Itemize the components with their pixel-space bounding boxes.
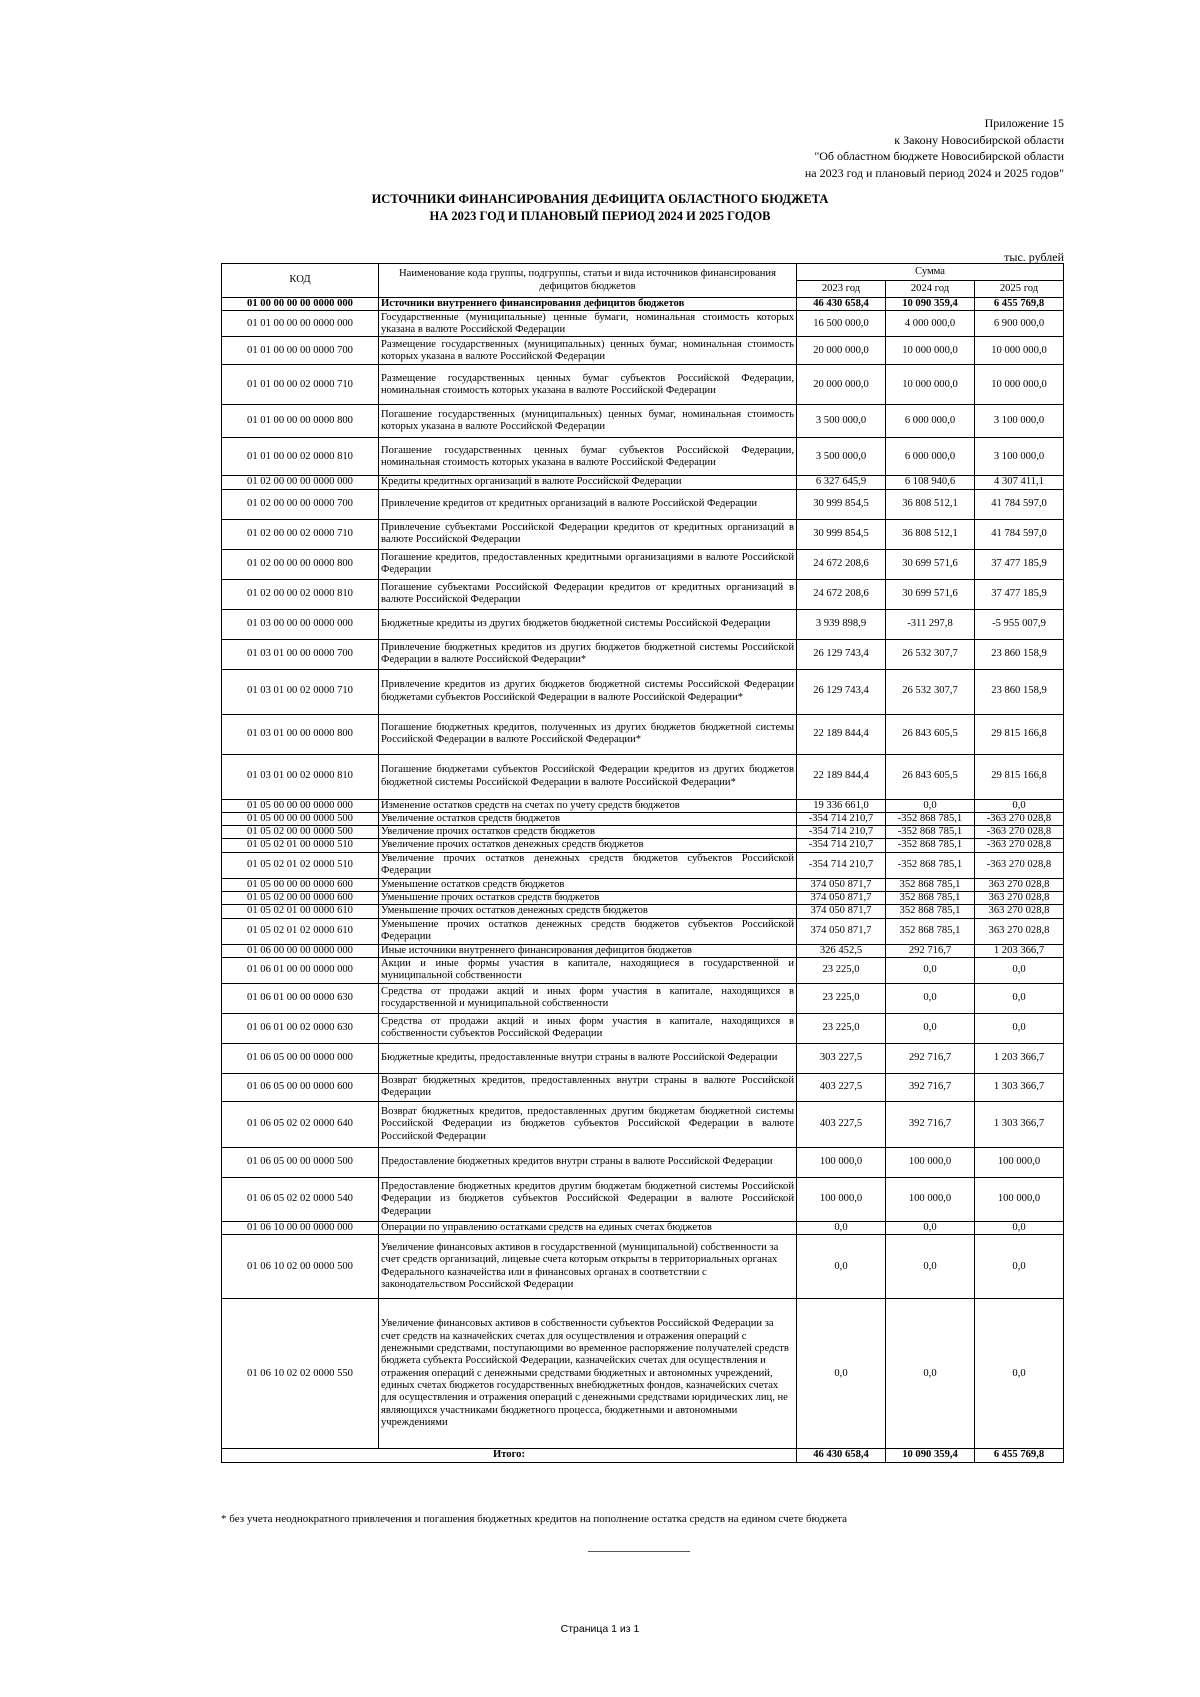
- row-value-2024: 6 000 000,0: [886, 405, 975, 438]
- row-name: Увеличение финансовых активов в собственности субъектов Российской Федерации за счет средств на казначейских счетах для осуществления и отражения операций с денежными средствами, поступающими во временное распоряжение получателей средств бюджета субъекта Российской Федерации, казначейских счетах для осуществления и отражения операций с денежными средствами бюджетных и автономных учреждений, единых счетах бюджетов государственных внебюджетных фондов, казначейских счетах для осуществления и отражения операций с денежными средствами юридических лиц, не являющихся участниками бюджетного процесса, бюджетными и автономными учреждениями: [379, 1299, 797, 1449]
- row-value-2025: 10 000 000,0: [975, 365, 1064, 405]
- total-2024: 10 090 359,4: [886, 1449, 975, 1462]
- row-value-2025: 1 303 366,7: [975, 1073, 1064, 1101]
- row-code: 01 06 10 02 00 0000 500: [222, 1235, 379, 1299]
- row-value-2025: 6 900 000,0: [975, 311, 1064, 337]
- row-value-2025: -363 270 028,8: [975, 826, 1064, 839]
- table-row: [222, 549, 1064, 579]
- row-value-2023: 100 000,0: [797, 1147, 886, 1177]
- row-value-2025: 3 100 000,0: [975, 405, 1064, 438]
- table-row: [222, 852, 1064, 878]
- row-value-2024: 36 808 512,1: [886, 519, 975, 549]
- row-code: 01 01 00 00 00 0000 700: [222, 337, 379, 365]
- row-value-2023: 22 189 844,4: [797, 714, 886, 754]
- row-code: 01 03 01 00 02 0000 710: [222, 669, 379, 714]
- row-code: 01 06 10 02 02 0000 550: [222, 1299, 379, 1449]
- row-value-2023: 23 225,0: [797, 1013, 886, 1043]
- row-name: Изменение остатков средств на счетах по учету средств бюджетов: [379, 799, 797, 812]
- row-value-2023: 3 939 898,9: [797, 609, 886, 639]
- row-value-2024: 292 716,7: [886, 944, 975, 957]
- row-value-2025: 363 270 028,8: [975, 918, 1064, 944]
- row-value-2023: 30 999 854,5: [797, 519, 886, 549]
- row-code: 01 02 00 00 02 0000 810: [222, 579, 379, 609]
- row-name: Уменьшение прочих остатков средств бюджетов: [379, 892, 797, 905]
- table-row: [222, 669, 1064, 714]
- row-code: 01 06 01 00 02 0000 630: [222, 1013, 379, 1043]
- total-label: Итого:: [222, 1449, 797, 1462]
- row-code: 01 06 10 00 00 0000 000: [222, 1221, 379, 1234]
- row-value-2024: 26 843 605,5: [886, 754, 975, 799]
- row-code: 01 05 00 00 00 0000 000: [222, 799, 379, 812]
- row-name: Погашение государственных ценных бумаг субъектов Российской Федерации, номинальная стоимость которых указана в валюте Российской Федерации: [379, 438, 797, 476]
- row-value-2025: 29 815 166,8: [975, 714, 1064, 754]
- row-code: 01 06 05 02 02 0000 540: [222, 1177, 379, 1221]
- table-row: [222, 579, 1064, 609]
- row-value-2023: 3 500 000,0: [797, 438, 886, 476]
- row-value-2024: 30 699 571,6: [886, 579, 975, 609]
- row-value-2025: 6 455 769,8: [975, 298, 1064, 311]
- row-name: Государственные (муниципальные) ценные бумаги, номинальная стоимость которых указана в валюте Российской Федерации: [379, 311, 797, 337]
- row-value-2025: 23 860 158,9: [975, 669, 1064, 714]
- row-name: Размещение государственных (муниципальных) ценных бумаг, номинальная стоимость которых указана в валюте Российской Федерации: [379, 337, 797, 365]
- row-value-2023: 100 000,0: [797, 1177, 886, 1221]
- row-value-2024: -352 868 785,1: [886, 812, 975, 825]
- row-value-2024: 0,0: [886, 1013, 975, 1043]
- table-row: [222, 918, 1064, 944]
- row-value-2023: 20 000 000,0: [797, 365, 886, 405]
- row-name: Возврат бюджетных кредитов, предоставленных другим бюджетам бюджетной системы Российской Федерации из бюджетов субъектов Российской Федерации в валюте Российской Федерации: [379, 1101, 797, 1147]
- row-value-2025: 0,0: [975, 1235, 1064, 1299]
- divider-line: [588, 1551, 690, 1552]
- row-value-2024: 100 000,0: [886, 1177, 975, 1221]
- row-code: 01 03 01 00 00 0000 800: [222, 714, 379, 754]
- row-value-2025: 4 307 411,1: [975, 476, 1064, 489]
- row-code: 01 05 02 00 00 0000 600: [222, 892, 379, 905]
- row-value-2023: 26 129 743,4: [797, 669, 886, 714]
- row-value-2023: 46 430 658,4: [797, 298, 886, 311]
- table-row: [222, 878, 1064, 891]
- row-code: 01 05 02 01 02 0000 610: [222, 918, 379, 944]
- table-row: [222, 311, 1064, 337]
- row-value-2024: 292 716,7: [886, 1043, 975, 1073]
- row-name: Привлечение кредитов от кредитных организаций в валюте Российской Федерации: [379, 489, 797, 519]
- row-code: 01 01 00 00 02 0000 710: [222, 365, 379, 405]
- total-row: [222, 1449, 1064, 1462]
- row-value-2024: 36 808 512,1: [886, 489, 975, 519]
- row-name: Средства от продажи акций и иных форм участия в капитале, находящихся в государственной и муниципальной собственности: [379, 983, 797, 1013]
- table-row: [222, 826, 1064, 839]
- row-value-2023: 30 999 854,5: [797, 489, 886, 519]
- row-code: 01 05 02 01 02 0000 510: [222, 852, 379, 878]
- table-row: [222, 1299, 1064, 1449]
- row-name: Возврат бюджетных кредитов, предоставленных внутри страны в валюте Российской Федерации: [379, 1073, 797, 1101]
- header-year-2025: 2025 год: [975, 281, 1064, 298]
- row-name: Увеличение остатков средств бюджетов: [379, 812, 797, 825]
- row-value-2025: 0,0: [975, 957, 1064, 983]
- row-value-2025: 100 000,0: [975, 1177, 1064, 1221]
- row-value-2023: 0,0: [797, 1235, 886, 1299]
- row-name: Средства от продажи акций и иных форм участия в капитале, находящихся в собственности субъектов Российской Федерации: [379, 1013, 797, 1043]
- header-sum: Сумма: [797, 264, 1064, 281]
- row-value-2025: 37 477 185,9: [975, 549, 1064, 579]
- row-value-2024: 392 716,7: [886, 1101, 975, 1147]
- row-name: Увеличение финансовых активов в государственной (муниципальной) собственности за счет средств организаций, лицевые счета которым открыты в территориальных органах Федерального казначейства или в финансовых органах в соответствии с законодательством Российской Федерации: [379, 1235, 797, 1299]
- row-value-2023: 20 000 000,0: [797, 337, 886, 365]
- row-value-2024: 10 000 000,0: [886, 365, 975, 405]
- row-value-2025: -363 270 028,8: [975, 852, 1064, 878]
- row-name: Привлечение субъектами Российской Федерации кредитов от кредитных организаций в валюте Российской Федерации: [379, 519, 797, 549]
- row-value-2023: -354 714 210,7: [797, 812, 886, 825]
- table-row: [222, 1013, 1064, 1043]
- row-name: Операции по управлению остатками средств на единых счетах бюджетов: [379, 1221, 797, 1234]
- row-value-2024: 26 843 605,5: [886, 714, 975, 754]
- row-name: Увеличение прочих остатков средств бюджетов: [379, 826, 797, 839]
- row-code: 01 06 05 00 00 0000 000: [222, 1043, 379, 1073]
- row-value-2023: 24 672 208,6: [797, 579, 886, 609]
- row-value-2024: -311 297,8: [886, 609, 975, 639]
- row-value-2025: -363 270 028,8: [975, 839, 1064, 852]
- row-code: 01 03 01 00 00 0000 700: [222, 639, 379, 669]
- row-name: Погашение кредитов, предоставленных кредитными организациями в валюте Российской Федерации: [379, 549, 797, 579]
- header-year-2023: 2023 год: [797, 281, 886, 298]
- row-code: 01 06 05 00 00 0000 600: [222, 1073, 379, 1101]
- row-value-2025: 41 784 597,0: [975, 519, 1064, 549]
- table-row: [222, 489, 1064, 519]
- row-value-2023: 303 227,5: [797, 1043, 886, 1073]
- row-value-2024: 10 090 359,4: [886, 298, 975, 311]
- table-row: [222, 714, 1064, 754]
- row-value-2023: 374 050 871,7: [797, 892, 886, 905]
- row-code: 01 05 02 01 00 0000 610: [222, 905, 379, 918]
- row-value-2023: 403 227,5: [797, 1101, 886, 1147]
- row-value-2025: 363 270 028,8: [975, 892, 1064, 905]
- row-value-2024: 352 868 785,1: [886, 905, 975, 918]
- row-value-2025: 100 000,0: [975, 1147, 1064, 1177]
- row-name: Предоставление бюджетных кредитов внутри страны в валюте Российской Федерации: [379, 1147, 797, 1177]
- row-value-2024: 352 868 785,1: [886, 878, 975, 891]
- row-value-2024: -352 868 785,1: [886, 826, 975, 839]
- row-code: 01 01 00 00 02 0000 810: [222, 438, 379, 476]
- row-value-2024: 0,0: [886, 1221, 975, 1234]
- row-name: Бюджетные кредиты из других бюджетов бюджетной системы Российской Федерации: [379, 609, 797, 639]
- row-value-2024: 392 716,7: [886, 1073, 975, 1101]
- row-code: 01 06 05 00 00 0000 500: [222, 1147, 379, 1177]
- table-row: [222, 1043, 1064, 1073]
- row-code: 01 06 05 02 02 0000 640: [222, 1101, 379, 1147]
- row-value-2025: 41 784 597,0: [975, 489, 1064, 519]
- row-value-2024: 4 000 000,0: [886, 311, 975, 337]
- row-name: Увеличение прочих остатков денежных средств бюджетов субъектов Российской Федерации: [379, 852, 797, 878]
- table-row: [222, 609, 1064, 639]
- header-code: КОД: [222, 264, 379, 298]
- row-value-2023: 19 336 661,0: [797, 799, 886, 812]
- row-code: 01 01 00 00 00 0000 000: [222, 311, 379, 337]
- row-code: 01 06 00 00 00 0000 000: [222, 944, 379, 957]
- table-row: [222, 476, 1064, 489]
- row-value-2023: 3 500 000,0: [797, 405, 886, 438]
- row-value-2024: 26 532 307,7: [886, 639, 975, 669]
- total-2025: 6 455 769,8: [975, 1449, 1064, 1462]
- table-row: [222, 839, 1064, 852]
- row-value-2024: 0,0: [886, 1299, 975, 1449]
- row-code: 01 05 00 00 00 0000 500: [222, 812, 379, 825]
- row-value-2024: 352 868 785,1: [886, 918, 975, 944]
- appendix-note: [604, 115, 1064, 181]
- row-value-2023: 23 225,0: [797, 957, 886, 983]
- row-name: Акции и иные формы участия в капитале, находящиеся в государственной и муниципальной собственности: [379, 957, 797, 983]
- row-value-2024: 26 532 307,7: [886, 669, 975, 714]
- table-row: [222, 957, 1064, 983]
- table-row: [222, 405, 1064, 438]
- row-value-2023: 0,0: [797, 1221, 886, 1234]
- table-row: [222, 812, 1064, 825]
- row-value-2023: -354 714 210,7: [797, 852, 886, 878]
- row-value-2025: 1 203 366,7: [975, 1043, 1064, 1073]
- row-value-2025: 23 860 158,9: [975, 639, 1064, 669]
- row-code: 01 02 00 00 00 0000 700: [222, 489, 379, 519]
- row-code: 01 06 01 00 00 0000 630: [222, 983, 379, 1013]
- appendix-line: "Об областном бюджете Новосибирской области: [814, 149, 1064, 163]
- row-name: Погашение субъектами Российской Федерации кредитов от кредитных организаций в валюте Российской Федерации: [379, 579, 797, 609]
- table-row: [222, 1101, 1064, 1147]
- row-value-2025: 29 815 166,8: [975, 754, 1064, 799]
- title-line-2: НА 2023 ГОД И ПЛАНОВЫЙ ПЕРИОД 2024 И 2025 ГОДОВ: [429, 209, 771, 223]
- row-value-2024: 6 108 940,6: [886, 476, 975, 489]
- row-value-2023: 16 500 000,0: [797, 311, 886, 337]
- financing-sources-table: [221, 263, 1064, 1463]
- row-value-2024: 0,0: [886, 1235, 975, 1299]
- row-value-2025: 363 270 028,8: [975, 878, 1064, 891]
- appendix-line: на 2023 год и плановый период 2024 и 2025 годов": [804, 165, 1064, 180]
- units-label: тыс. рублей: [1004, 250, 1064, 264]
- row-value-2023: 326 452,5: [797, 944, 886, 957]
- row-value-2025: 1 303 366,7: [975, 1101, 1064, 1147]
- row-value-2024: 6 000 000,0: [886, 438, 975, 476]
- row-code: 01 05 02 00 00 0000 500: [222, 826, 379, 839]
- table-row: [222, 519, 1064, 549]
- header-year-2024: 2024 год: [886, 281, 975, 298]
- row-value-2024: 100 000,0: [886, 1147, 975, 1177]
- row-value-2024: -352 868 785,1: [886, 839, 975, 852]
- row-value-2024: 10 000 000,0: [886, 337, 975, 365]
- row-name: Бюджетные кредиты, предоставленные внутри страны в валюте Российской Федерации: [379, 1043, 797, 1073]
- row-code: 01 03 01 00 02 0000 810: [222, 754, 379, 799]
- table-row: [222, 438, 1064, 476]
- row-code: 01 02 00 00 02 0000 710: [222, 519, 379, 549]
- row-value-2023: 22 189 844,4: [797, 754, 886, 799]
- row-value-2025: -363 270 028,8: [975, 812, 1064, 825]
- table-row: [222, 944, 1064, 957]
- row-value-2023: 403 227,5: [797, 1073, 886, 1101]
- row-code: 01 01 00 00 00 0000 800: [222, 405, 379, 438]
- row-value-2025: 3 100 000,0: [975, 438, 1064, 476]
- row-name: Увеличение прочих остатков денежных средств бюджетов: [379, 839, 797, 852]
- row-name: Привлечение бюджетных кредитов из других бюджетов бюджетной системы Российской Федерации в валюте Российской Федерации*: [379, 639, 797, 669]
- row-code: 01 03 00 00 00 0000 000: [222, 609, 379, 639]
- header-name: Наименование кода группы, подгруппы, статьи и вида источников финансирования дефицитов бюджетов: [379, 264, 797, 298]
- row-name: Иные источники внутреннего финансирования дефицитов бюджетов: [379, 944, 797, 957]
- row-code: 01 05 02 01 00 0000 510: [222, 839, 379, 852]
- row-value-2025: 1 203 366,7: [975, 944, 1064, 957]
- row-value-2023: 0,0: [797, 1299, 886, 1449]
- row-value-2025: 0,0: [975, 1221, 1064, 1234]
- row-value-2023: 374 050 871,7: [797, 878, 886, 891]
- row-value-2025: 37 477 185,9: [975, 579, 1064, 609]
- row-value-2025: 0,0: [975, 1299, 1064, 1449]
- table-row: [222, 905, 1064, 918]
- row-code: 01 00 00 00 00 0000 000: [222, 298, 379, 311]
- row-code: 01 06 01 00 00 0000 000: [222, 957, 379, 983]
- row-value-2025: 0,0: [975, 799, 1064, 812]
- row-name: Кредиты кредитных организаций в валюте Российской Федерации: [379, 476, 797, 489]
- table-row: [222, 1177, 1064, 1221]
- row-code: 01 02 00 00 00 0000 800: [222, 549, 379, 579]
- table-row: [222, 1073, 1064, 1101]
- table-row: [222, 298, 1064, 311]
- row-name: Уменьшение прочих остатков денежных средств бюджетов субъектов Российской Федерации: [379, 918, 797, 944]
- page-counter: Страница 1 из 1: [560, 1623, 640, 1635]
- row-value-2023: -354 714 210,7: [797, 839, 886, 852]
- table-row: [222, 1147, 1064, 1177]
- row-value-2024: 0,0: [886, 799, 975, 812]
- footnote: * без учета неоднократного привлечения и погашения бюджетных кредитов на пополнение остатка средств на едином счете бюджета: [221, 1513, 847, 1525]
- table-row: [222, 892, 1064, 905]
- table-row: [222, 983, 1064, 1013]
- title-line-1: ИСТОЧНИКИ ФИНАНСИРОВАНИЯ ДЕФИЦИТА ОБЛАСТНОГО БЮДЖЕТА: [371, 192, 829, 206]
- appendix-line: к Закону Новосибирской области: [894, 132, 1064, 147]
- row-name: Погашение бюджетных кредитов, полученных из других бюджетов бюджетной системы Российской Федерации в валюте Российской Федерации*: [379, 714, 797, 754]
- row-value-2024: 352 868 785,1: [886, 892, 975, 905]
- row-value-2025: 0,0: [975, 1013, 1064, 1043]
- table-body: [222, 298, 1064, 1449]
- row-value-2023: -354 714 210,7: [797, 826, 886, 839]
- row-value-2025: 10 000 000,0: [975, 337, 1064, 365]
- row-value-2024: 0,0: [886, 957, 975, 983]
- row-value-2025: 363 270 028,8: [975, 905, 1064, 918]
- row-value-2023: 24 672 208,6: [797, 549, 886, 579]
- row-name: Размещение государственных ценных бумаг субъектов Российской Федерации, номинальная стоимость которых указана в валюте Российской Федерации: [379, 365, 797, 405]
- table-row: [222, 799, 1064, 812]
- row-code: 01 02 00 00 00 0000 000: [222, 476, 379, 489]
- row-name: Привлечение кредитов из других бюджетов бюджетной системы Российской Федерации бюджетами субъектов Российской Федерации в валюте Российской Федерации*: [379, 669, 797, 714]
- row-value-2023: 26 129 743,4: [797, 639, 886, 669]
- table-row: [222, 639, 1064, 669]
- row-value-2023: 23 225,0: [797, 983, 886, 1013]
- table-row: [222, 1235, 1064, 1299]
- row-value-2023: 374 050 871,7: [797, 918, 886, 944]
- appendix-line: Приложение 15: [984, 116, 1064, 130]
- table-row: [222, 365, 1064, 405]
- row-value-2025: 0,0: [975, 983, 1064, 1013]
- row-name: Уменьшение прочих остатков денежных средств бюджетов: [379, 905, 797, 918]
- row-value-2024: -352 868 785,1: [886, 852, 975, 878]
- row-name: Предоставление бюджетных кредитов другим бюджетам бюджетной системы Российской Федерации из бюджетов субъектов Российской Федерации в валюте Российской Федерации: [379, 1177, 797, 1221]
- row-name: Уменьшение остатков средств бюджетов: [379, 878, 797, 891]
- row-value-2024: 30 699 571,6: [886, 549, 975, 579]
- row-name: Погашение бюджетами субъектов Российской Федерации кредитов из других бюджетов бюджетной системы Российской Федерации в валюте Российской Федерации*: [379, 754, 797, 799]
- row-value-2023: 6 327 645,9: [797, 476, 886, 489]
- row-name: Источники внутреннего финансирования дефицитов бюджетов: [379, 298, 797, 311]
- row-code: 01 05 00 00 00 0000 600: [222, 878, 379, 891]
- table-row: [222, 337, 1064, 365]
- row-value-2024: 0,0: [886, 983, 975, 1013]
- row-name: Погашение государственных (муниципальных) ценных бумаг, номинальная стоимость которых указана в валюте Российской Федерации: [379, 405, 797, 438]
- table-row: [222, 1221, 1064, 1234]
- total-2023: 46 430 658,4: [797, 1449, 886, 1462]
- table-row: [222, 754, 1064, 799]
- document-title: [0, 191, 1200, 225]
- row-value-2023: 374 050 871,7: [797, 905, 886, 918]
- row-value-2025: -5 955 007,9: [975, 609, 1064, 639]
